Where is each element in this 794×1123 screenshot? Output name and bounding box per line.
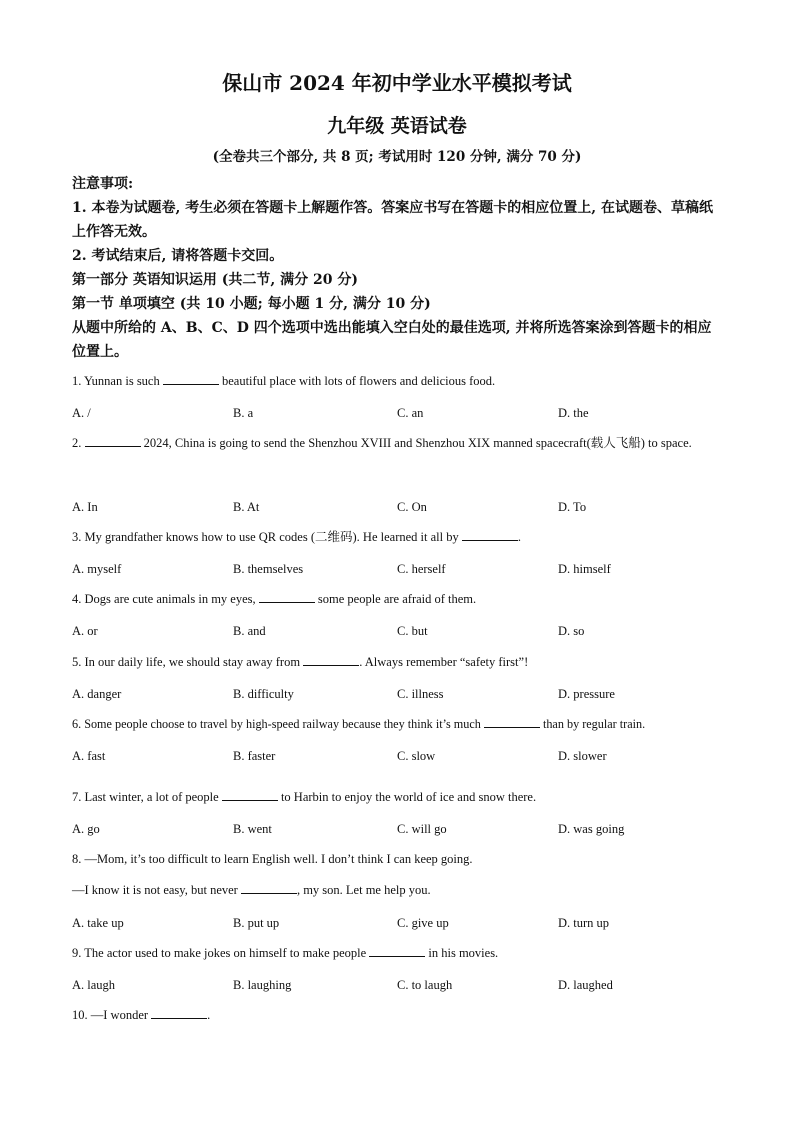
question-4: [72, 584, 724, 615]
question-text: in his movies.: [425, 946, 499, 960]
option-c: C. On: [397, 500, 427, 514]
question-text: than by regular train.: [539, 717, 646, 731]
notes-item-2: 2. 考试结束后, 请将答题卡交回。: [72, 248, 284, 264]
option-c: C. herself: [397, 562, 446, 576]
question-text: 9. The actor used to make jokes on himself to make people: [72, 946, 370, 960]
question-8: [72, 844, 724, 875]
option-a: A. /: [72, 406, 91, 420]
exam-info: (全卷共三个部分, 共 8 页; 考试用时 120 分钟, 满分 70 分): [212, 149, 582, 165]
answer-blank: [462, 529, 518, 541]
answer-blank: [241, 882, 297, 894]
option-a: A. fast: [72, 749, 106, 763]
option-d: D. was going: [558, 822, 625, 836]
option-d: D. the: [558, 406, 589, 420]
question-7-options: [72, 819, 724, 839]
question-text: —I know it is not easy, but never: [72, 883, 241, 897]
question-text: 6. Some people choose to travel by high-speed railway because they think it’s much: [72, 717, 484, 731]
question-text: 1. Yunnan is such: [72, 374, 163, 388]
option-b: B. put up: [233, 916, 280, 930]
answer-blank: [222, 789, 278, 801]
option-a: A. go: [72, 822, 100, 836]
option-a: A. danger: [72, 687, 122, 701]
notes-block: [72, 172, 722, 364]
option-a: A. or: [72, 624, 98, 638]
question-text: 5. In our daily life, we should stay away from: [72, 655, 304, 669]
answer-blank: [163, 373, 219, 385]
question-text: , my son. Let me help you.: [296, 883, 431, 897]
question-text: beautiful place with lots of flowers and delicious food.: [218, 374, 496, 388]
option-b: B. went: [233, 822, 272, 836]
question-7: [72, 782, 724, 813]
option-a: A. In: [72, 500, 98, 514]
question-9-options: [72, 975, 724, 995]
question-1: [72, 366, 724, 397]
question-text: . Always remember “safety first”!: [359, 655, 529, 669]
part-1-heading: 第一部分 英语知识运用 (共二节, 满分 20 分): [72, 272, 358, 288]
option-c: C. slow: [397, 749, 436, 763]
question-3: [72, 522, 724, 553]
answer-blank: [369, 945, 425, 957]
exam-title: 保山市 2024 年初中学业水平模拟考试: [222, 71, 572, 95]
question-1-options: [72, 403, 724, 423]
option-a: A. laugh: [72, 978, 116, 992]
answer-blank: [85, 435, 141, 447]
option-b: B. themselves: [233, 562, 304, 576]
question-text: 7. Last winter, a lot of people: [72, 790, 222, 804]
option-d: D. turn up: [558, 916, 610, 930]
question-text: 2.: [72, 436, 85, 450]
question-3-options: [72, 559, 724, 579]
question-text: 3. My grandfather knows how to use QR codes (二维码). He learned it all by: [72, 530, 462, 544]
question-10: [72, 1000, 724, 1031]
question-6: [72, 709, 724, 740]
option-b: B. and: [233, 624, 266, 638]
option-c: C. illness: [397, 687, 444, 701]
question-text: 8. —Mom, it’s too difficult to learn English well. I don’t think I can keep going.: [72, 852, 473, 866]
question-5-options: [72, 684, 724, 704]
answer-blank: [484, 716, 540, 728]
answer-blank: [303, 654, 359, 666]
option-c: C. but: [397, 624, 428, 638]
option-c: C. give up: [397, 916, 449, 930]
option-d: D. To: [558, 500, 587, 514]
option-b: B. a: [233, 406, 254, 420]
section-instruction: 从题中所给的 A、B、C、D 四个选项中选出能填入空白处的最佳选项, 并将所选答案涂到答题卡的相应位置上。: [72, 320, 712, 360]
option-b: B. faster: [233, 749, 276, 763]
question-9: [72, 938, 724, 969]
question-2-options: [72, 497, 724, 517]
question-text: to Harbin to enjoy the world of ice and snow there.: [277, 790, 537, 804]
answer-blank: [151, 1007, 207, 1019]
notes-heading: 注意事项:: [72, 176, 134, 192]
option-d: D. slower: [558, 749, 607, 763]
option-d: D. so: [558, 624, 585, 638]
question-text: .: [517, 530, 521, 544]
question-2: [72, 428, 724, 459]
question-text: some people are afraid of them.: [314, 592, 477, 606]
option-b: B. laughing: [233, 978, 292, 992]
question-4-options: [72, 621, 724, 641]
question-text: 2024, China is going to send the Shenzhou XVIII and Shenzhou XIX manned spacecraft(载人飞船) to space.: [140, 436, 692, 450]
option-b: B. At: [233, 500, 260, 514]
option-d: D. laughed: [558, 978, 613, 992]
option-d: D. himself: [558, 562, 611, 576]
question-text: .: [207, 1008, 211, 1022]
option-b: B. difficulty: [233, 687, 294, 701]
question-text: 4. Dogs are cute animals in my eyes,: [72, 592, 259, 606]
section-1-heading: 第一节 单项填空 (共 10 小题; 每小题 1 分, 满分 10 分): [72, 296, 431, 312]
question-6-options: [72, 746, 724, 766]
question-5: [72, 647, 724, 678]
option-a: A. take up: [72, 916, 124, 930]
option-c: C. will go: [397, 822, 447, 836]
option-c: C. an: [397, 406, 424, 420]
exam-subtitle: 九年级 英语试卷: [327, 115, 467, 137]
answer-blank: [259, 591, 315, 603]
question-text: 10. —I wonder: [72, 1008, 152, 1022]
question-8-reply: [72, 875, 724, 906]
option-c: C. to laugh: [397, 978, 453, 992]
option-d: D. pressure: [558, 687, 615, 701]
notes-item-1: 1. 本卷为试题卷, 考生必须在答题卡上解题作答。答案应书写在答题卡的相应位置上, 在试题卷、草稿纸上作答无效。: [72, 200, 713, 240]
option-a: A. myself: [72, 562, 122, 576]
question-8-options: [72, 913, 724, 933]
